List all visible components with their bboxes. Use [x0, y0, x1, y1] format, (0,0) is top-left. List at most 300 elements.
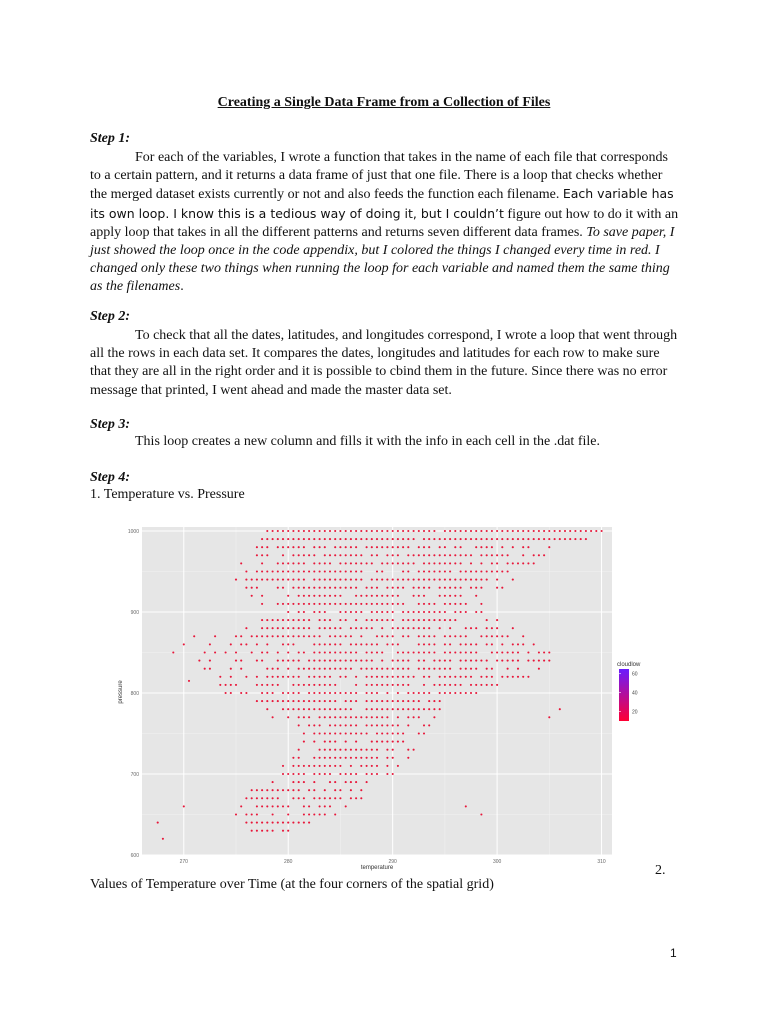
data-point — [313, 643, 315, 645]
data-point — [277, 570, 279, 572]
data-point — [376, 692, 378, 694]
data-point — [366, 676, 368, 678]
data-point — [413, 692, 415, 694]
data-point — [303, 684, 305, 686]
data-point — [298, 562, 300, 564]
step-4-heading: Step 4: — [90, 470, 131, 485]
data-point — [360, 643, 362, 645]
data-point — [512, 530, 514, 532]
data-point — [329, 651, 331, 653]
data-point — [397, 538, 399, 540]
data-point — [366, 587, 368, 589]
data-point — [533, 530, 535, 532]
step-1-text-a: For each of the variables, I wrote a function that takes in the name of each file that corresponds to a certain pattern, and it returns a data frame of just that one file. There is a loop that checks whether the merged dataset exists currently or not and also feeds the function each filename. — [90, 150, 668, 203]
data-point — [261, 570, 263, 572]
data-point — [266, 651, 268, 653]
data-point — [460, 676, 462, 678]
data-point — [261, 797, 263, 799]
data-point — [376, 724, 378, 726]
step-4-item-2: Values of Temperature over Time (at the four corners of the spatial grid) — [90, 877, 494, 892]
data-point — [460, 546, 462, 548]
data-point — [381, 530, 383, 532]
data-point — [402, 611, 404, 613]
data-point — [256, 554, 258, 556]
data-point — [256, 805, 258, 807]
data-point — [319, 611, 321, 613]
data-point — [256, 700, 258, 702]
data-point — [439, 668, 441, 670]
data-point — [491, 627, 493, 629]
data-point — [339, 660, 341, 662]
data-point — [428, 692, 430, 694]
data-point — [428, 579, 430, 581]
data-point — [470, 651, 472, 653]
data-point — [303, 611, 305, 613]
data-point — [298, 546, 300, 548]
data-point — [355, 587, 357, 589]
data-point — [470, 684, 472, 686]
data-point — [287, 708, 289, 710]
data-point — [219, 684, 221, 686]
data-point — [371, 741, 373, 743]
data-point — [245, 822, 247, 824]
data-point — [245, 676, 247, 678]
data-point — [334, 570, 336, 572]
data-point — [209, 660, 211, 662]
data-point — [533, 660, 535, 662]
data-point — [266, 538, 268, 540]
data-point — [245, 570, 247, 572]
data-point — [402, 579, 404, 581]
data-point — [256, 587, 258, 589]
data-point — [423, 635, 425, 637]
data-point — [339, 716, 341, 718]
plot-panel — [142, 527, 612, 855]
data-point — [366, 765, 368, 767]
data-point — [292, 700, 294, 702]
data-point — [439, 546, 441, 548]
data-point — [454, 611, 456, 613]
data-point — [329, 595, 331, 597]
data-point — [392, 757, 394, 759]
data-point — [418, 692, 420, 694]
data-point — [381, 732, 383, 734]
data-point — [491, 684, 493, 686]
data-point — [392, 732, 394, 734]
data-point — [324, 587, 326, 589]
data-point — [251, 595, 253, 597]
data-point — [507, 635, 509, 637]
data-point — [376, 732, 378, 734]
data-point — [444, 562, 446, 564]
data-point — [444, 635, 446, 637]
data-point — [366, 643, 368, 645]
data-point — [413, 676, 415, 678]
data-point — [376, 716, 378, 718]
data-point — [256, 822, 258, 824]
data-point — [407, 708, 409, 710]
data-point — [491, 570, 493, 572]
data-point — [381, 716, 383, 718]
data-point — [418, 708, 420, 710]
data-point — [371, 611, 373, 613]
data-point — [360, 538, 362, 540]
step-4-item-1: 1. Temperature vs. Pressure — [90, 487, 245, 502]
data-point — [418, 595, 420, 597]
data-point — [329, 660, 331, 662]
data-point — [475, 643, 477, 645]
data-point — [381, 660, 383, 662]
data-point — [235, 684, 237, 686]
data-point — [366, 716, 368, 718]
data-point — [287, 700, 289, 702]
data-point — [329, 627, 331, 629]
data-point — [407, 554, 409, 556]
data-point — [350, 781, 352, 783]
data-point — [329, 643, 331, 645]
data-point — [449, 587, 451, 589]
data-point — [397, 676, 399, 678]
data-point — [465, 692, 467, 694]
data-point — [480, 684, 482, 686]
data-point — [449, 554, 451, 556]
data-point — [397, 587, 399, 589]
data-point — [313, 530, 315, 532]
data-point — [371, 700, 373, 702]
temperature-pressure-scatter-chart — [112, 522, 642, 872]
data-point — [407, 619, 409, 621]
data-point — [345, 530, 347, 532]
data-point — [491, 562, 493, 564]
data-point — [433, 651, 435, 653]
data-point — [376, 530, 378, 532]
data-point — [402, 660, 404, 662]
data-point — [339, 627, 341, 629]
data-point — [313, 741, 315, 743]
data-point — [329, 587, 331, 589]
data-point — [512, 651, 514, 653]
data-point — [308, 635, 310, 637]
data-point — [522, 538, 524, 540]
data-point — [329, 724, 331, 726]
data-point — [355, 619, 357, 621]
data-point — [334, 684, 336, 686]
data-point — [449, 651, 451, 653]
data-point — [381, 538, 383, 540]
data-point — [266, 554, 268, 556]
data-point — [480, 530, 482, 532]
data-point — [397, 660, 399, 662]
data-point — [392, 530, 394, 532]
data-point — [298, 611, 300, 613]
data-point — [522, 546, 524, 548]
data-point — [564, 538, 566, 540]
data-point — [423, 627, 425, 629]
data-point — [240, 692, 242, 694]
data-point — [345, 741, 347, 743]
y-tick-label: 600 — [130, 853, 139, 859]
data-point — [439, 700, 441, 702]
data-point — [329, 668, 331, 670]
data-point — [251, 579, 253, 581]
data-point — [319, 595, 321, 597]
data-point — [480, 676, 482, 678]
data-point — [313, 684, 315, 686]
data-point — [376, 579, 378, 581]
data-point — [449, 627, 451, 629]
data-point — [334, 716, 336, 718]
data-point — [423, 692, 425, 694]
data-point — [157, 822, 159, 824]
data-point — [407, 724, 409, 726]
data-point — [240, 805, 242, 807]
data-point — [319, 692, 321, 694]
data-point — [439, 538, 441, 540]
data-point — [460, 595, 462, 597]
data-point — [350, 749, 352, 751]
data-point — [418, 587, 420, 589]
data-point — [454, 554, 456, 556]
data-point — [324, 651, 326, 653]
data-point — [397, 562, 399, 564]
data-point — [319, 546, 321, 548]
data-point — [407, 684, 409, 686]
data-point — [366, 781, 368, 783]
data-point — [460, 530, 462, 532]
data-point — [329, 692, 331, 694]
step-1-heading: Step 1: — [90, 131, 131, 146]
data-point — [397, 724, 399, 726]
data-point — [449, 676, 451, 678]
data-point — [460, 643, 462, 645]
data-point — [303, 716, 305, 718]
data-point — [339, 797, 341, 799]
data-point — [538, 668, 540, 670]
data-point — [225, 651, 227, 653]
data-point — [282, 692, 284, 694]
data-point — [287, 579, 289, 581]
data-point — [402, 668, 404, 670]
data-point — [507, 530, 509, 532]
data-point — [371, 660, 373, 662]
data-point — [245, 813, 247, 815]
data-point — [292, 684, 294, 686]
data-point — [397, 684, 399, 686]
data-point — [538, 660, 540, 662]
data-point — [350, 668, 352, 670]
data-point — [303, 797, 305, 799]
data-point — [183, 643, 185, 645]
data-point — [371, 651, 373, 653]
data-point — [298, 716, 300, 718]
data-point — [319, 538, 321, 540]
data-point — [460, 692, 462, 694]
data-point — [522, 530, 524, 532]
data-point — [580, 530, 582, 532]
data-point — [319, 562, 321, 564]
step-1-text-end: . — [180, 279, 184, 295]
data-point — [407, 651, 409, 653]
data-point — [397, 643, 399, 645]
data-point — [449, 538, 451, 540]
data-point — [449, 579, 451, 581]
data-point — [350, 651, 352, 653]
data-point — [449, 619, 451, 621]
data-point — [266, 579, 268, 581]
data-point — [512, 562, 514, 564]
data-point — [329, 538, 331, 540]
step-4-item-2-number: 2. — [655, 863, 666, 878]
data-point — [251, 797, 253, 799]
data-point — [355, 579, 357, 581]
data-point — [345, 724, 347, 726]
data-point — [381, 668, 383, 670]
data-point — [386, 546, 388, 548]
data-point — [439, 595, 441, 597]
data-point — [486, 554, 488, 556]
data-point — [277, 579, 279, 581]
data-point — [475, 684, 477, 686]
data-point — [313, 724, 315, 726]
data-point — [350, 530, 352, 532]
data-point — [324, 643, 326, 645]
data-point — [527, 676, 529, 678]
data-point — [282, 570, 284, 572]
data-point — [329, 708, 331, 710]
data-point — [402, 635, 404, 637]
data-point — [339, 579, 341, 581]
data-point — [319, 643, 321, 645]
data-point — [303, 579, 305, 581]
data-point — [230, 643, 232, 645]
data-point — [324, 700, 326, 702]
data-point — [449, 684, 451, 686]
data-point — [413, 587, 415, 589]
data-point — [376, 757, 378, 759]
data-point — [486, 660, 488, 662]
data-point — [287, 830, 289, 832]
data-point — [193, 635, 195, 637]
data-point — [345, 749, 347, 751]
data-point — [251, 789, 253, 791]
data-point — [413, 595, 415, 597]
data-point — [272, 676, 274, 678]
data-point — [470, 538, 472, 540]
data-point — [339, 749, 341, 751]
data-point — [240, 643, 242, 645]
x-tick-label: 280 — [284, 859, 293, 865]
data-point — [559, 530, 561, 532]
data-point — [439, 708, 441, 710]
data-point — [339, 676, 341, 678]
data-point — [470, 562, 472, 564]
data-point — [345, 708, 347, 710]
data-point — [433, 716, 435, 718]
data-point — [501, 554, 503, 556]
data-point — [376, 619, 378, 621]
data-point — [360, 603, 362, 605]
data-point — [444, 546, 446, 548]
data-point — [418, 554, 420, 556]
data-point — [303, 619, 305, 621]
data-point — [292, 789, 294, 791]
data-point — [303, 813, 305, 815]
data-point — [533, 562, 535, 564]
data-point — [298, 635, 300, 637]
data-point — [329, 797, 331, 799]
data-point — [324, 611, 326, 613]
data-point — [303, 781, 305, 783]
data-point — [298, 700, 300, 702]
data-point — [486, 668, 488, 670]
data-point — [423, 554, 425, 556]
data-point — [298, 789, 300, 791]
data-point — [527, 530, 529, 532]
data-point — [339, 635, 341, 637]
data-point — [298, 570, 300, 572]
data-point — [428, 635, 430, 637]
data-point — [313, 546, 315, 548]
data-point — [371, 546, 373, 548]
data-point — [423, 708, 425, 710]
data-point — [386, 619, 388, 621]
data-point — [319, 700, 321, 702]
data-point — [303, 668, 305, 670]
data-point — [381, 684, 383, 686]
data-point — [319, 627, 321, 629]
data-point — [439, 562, 441, 564]
data-point — [319, 635, 321, 637]
data-point — [454, 603, 456, 605]
data-point — [381, 708, 383, 710]
data-point — [313, 813, 315, 815]
data-point — [407, 692, 409, 694]
data-point — [569, 530, 571, 532]
data-point — [292, 660, 294, 662]
data-point — [439, 611, 441, 613]
data-point — [313, 797, 315, 799]
data-point — [313, 660, 315, 662]
data-point — [319, 660, 321, 662]
data-point — [334, 603, 336, 605]
data-point — [292, 587, 294, 589]
data-point — [292, 797, 294, 799]
data-point — [491, 651, 493, 653]
data-point — [272, 805, 274, 807]
data-point — [324, 789, 326, 791]
data-point — [423, 538, 425, 540]
data-point — [371, 603, 373, 605]
data-point — [256, 813, 258, 815]
data-point — [329, 635, 331, 637]
data-point — [266, 684, 268, 686]
data-point — [334, 765, 336, 767]
data-point — [366, 668, 368, 670]
data-point — [308, 684, 310, 686]
data-point — [548, 716, 550, 718]
color-legend — [617, 662, 641, 721]
data-point — [266, 830, 268, 832]
data-point — [465, 538, 467, 540]
data-point — [235, 813, 237, 815]
data-point — [292, 627, 294, 629]
data-point — [527, 651, 529, 653]
data-point — [376, 749, 378, 751]
step-1-italic-text: To save paper, I just showed the loop once in the code appendix, but I colored the things I changed every time in red. I changed only these two things when running the loop for each variable and named them the same thing as the filenames — [90, 224, 675, 295]
data-point — [449, 595, 451, 597]
data-point — [303, 741, 305, 743]
data-point — [245, 579, 247, 581]
